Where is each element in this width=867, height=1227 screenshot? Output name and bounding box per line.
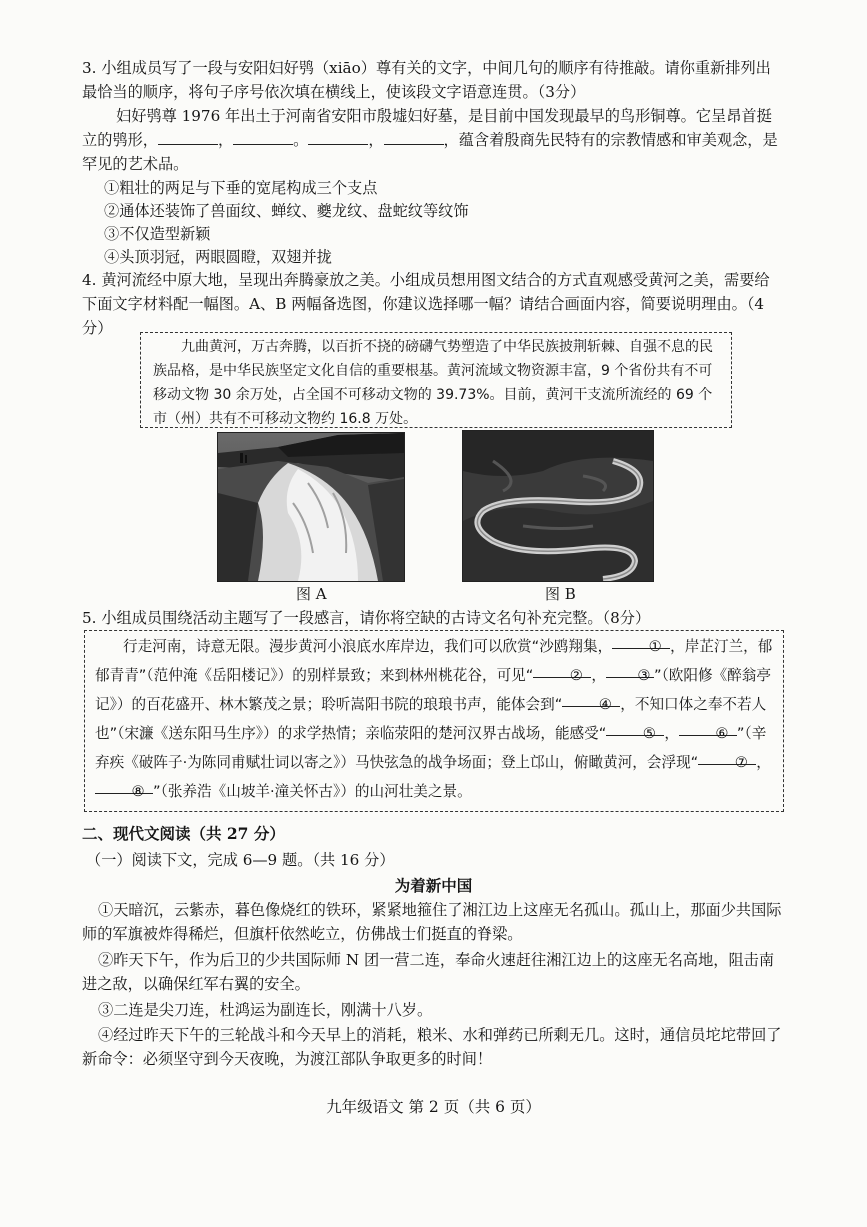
q3-passage-b: ，蕴含着殷商先民特有的宗教情感和审美观念，是罕见的艺术品。 — [82, 131, 778, 173]
q3-option-1: ①粗壮的两足与下垂的宽尾构成三个支点 — [104, 179, 378, 197]
q5-blank-6[interactable]: ⑥ — [679, 719, 737, 736]
photo-a-waterfall — [217, 432, 405, 582]
q4-material-box — [140, 332, 732, 428]
caption-b: 图 B — [545, 585, 576, 603]
q3-option-2: ②通体还装饰了兽面纹、蝉纹、夔龙纹、盘蛇纹等纹饰 — [104, 202, 469, 220]
q5-blank-5[interactable]: ⑤ — [606, 719, 664, 736]
q3-blank-4[interactable] — [384, 128, 444, 145]
q5-text-5: ，不知口体之奉不若人也”（宋濂《送东阳马生序》）的求学热情；亲临荥阳的楚河汉界古战场，能感受“ — [95, 696, 767, 742]
q3-blank-1[interactable] — [158, 128, 218, 145]
photo-b-meander — [462, 430, 654, 582]
q5-text-7: ”（辛弃疾《破阵子·为陈同甫赋壮词以寄之》）马快弦急的战争场面；登上邙山，俯瞰黄河，会浮现“ — [95, 725, 767, 771]
article-para-2: ②昨天下午，作为后卫的少共国际师 N 团一营二连，奉命火速赶往湘江边上的这座无名高地，阻击南进之敌，以确保红军右翼的安全。 — [82, 951, 775, 993]
section-subheading: （一）阅读下文，完成 6—9 题。（共 16 分） — [86, 851, 395, 869]
article-para-3: ③二连是尖刀连，杜鸿运为副连长，刚满十八岁。 — [98, 1001, 433, 1019]
q3-blank-2[interactable] — [233, 128, 293, 145]
q4-stem: 4. 黄河流经中原大地，呈现出奔腾豪放之美。小组成员想用图文结合的方式直观感受黄河之美，需要给下面文字材料配一幅图。A、B 两幅备选图，你建议选择哪一幅？请结合画面内容，简要说明理由。（4分） — [82, 271, 770, 337]
q5-blank-2[interactable]: ② — [533, 661, 591, 678]
q4-material-text: 九曲黄河，万古奔腾，以百折不挠的磅礴气势塑造了中华民族披荆斩棘、自强不息的民族品格，是中华民族坚定文化自信的重要根基。黄河流域文物资源丰富，9 个省份共有不可移动文物 30 余万处，占全国不可移动文物的 39.73%。目前，黄河干支流所流经的 69 个市（州）共有不可移动文物约 16.8 万处。 — [153, 339, 713, 427]
q5-blank-4[interactable]: ④ — [562, 690, 620, 707]
article-para-4: ④经过昨天下午的三轮战斗和今天早上的消耗，粮米、水和弹药已所剩无几。这时，通信员坨坨带回了新命令：必须坚守到今天夜晚，为渡江部队争取更多的时间！ — [82, 1026, 782, 1068]
article-para-1: ①天暗沉，云紫赤，暮色像烧红的铁环，紧紧地箍住了湘江边上这座无名孤山。孤山上，那面少共国际师的军旗被炸得稀烂，但旗杆依然屹立，仿佛战士们挺直的脊梁。 — [82, 901, 782, 943]
q5-text-3: ， — [591, 667, 606, 684]
section-heading: 二、现代文阅读（共 27 分） — [82, 824, 285, 843]
page-footer: 九年级语文 第 2 页（共 6 页） — [326, 1098, 541, 1116]
caption-a: 图 A — [296, 585, 327, 603]
q3-option-4: ④头顶羽冠，两眼圆瞪，双翅并拢 — [104, 248, 332, 266]
q3-passage-a: 妇好鸮尊 1976 年出土于河南省安阳市殷墟妇好墓，是目前中国发现最早的鸟形铜尊。它呈昂首挺立的鸮形， — [82, 107, 772, 149]
q3-passage: 妇好鸮尊 1976 年出土于河南省安阳市殷墟妇好墓，是目前中国发现最早的鸟形铜尊。它呈昂首挺立的鸮形， ， 。 ， ，蕴含着殷商先民特有的宗教情感和审美观念，是罕见的艺术品。 — [82, 107, 778, 173]
q5-blank-1[interactable]: ① — [612, 632, 670, 649]
q5-stem: 5. 小组成员围绕活动主题写了一段感言，请你将空缺的古诗文名句补充完整。（8分） — [82, 609, 651, 627]
q5-passage-box — [84, 630, 784, 812]
q5-text-8: ， — [756, 754, 771, 771]
q5-passage — [95, 632, 773, 806]
q3-option-3: ③不仅造型新颖 — [104, 225, 211, 243]
q5-blank-7[interactable]: ⑦ — [698, 748, 756, 765]
article-title: 为着新中国 — [394, 876, 473, 895]
q5-text-1: 行走河南，诗意无限。漫步黄河小浪底水库岸边，我们可以欣赏“沙鸥翔集， — [123, 638, 613, 655]
q5-text-9: ”（张养浩《山坡羊·潼关怀古》）的山河壮美之景。 — [153, 783, 472, 800]
q5-blank-3[interactable]: ③ — [606, 661, 654, 678]
q3-blank-3[interactable] — [308, 128, 368, 145]
q5-text-4: ”（欧阳修《醉翁亭记》）的百花盛开、林木繁茂之景；聆听嵩阳书院的琅琅书声，能体会到“ — [95, 667, 771, 713]
q5-blank-8[interactable]: ⑧ — [95, 777, 153, 794]
q5-text-6: ， — [664, 725, 679, 742]
q3-stem: 3. 小组成员写了一段与安阳妇好鸮（xiāo）尊有关的文字，中间几句的顺序有待推敲。请你重新排列出最恰当的顺序，将句子序号依次填在横线上，使该段文字语意连贯。（3分） — [82, 59, 771, 101]
q5-text-2: ，岸芷汀兰，郁郁青青”（范仲淹《岳阳楼记》）的别样景致；来到林州桃花谷，可见“ — [95, 638, 773, 684]
